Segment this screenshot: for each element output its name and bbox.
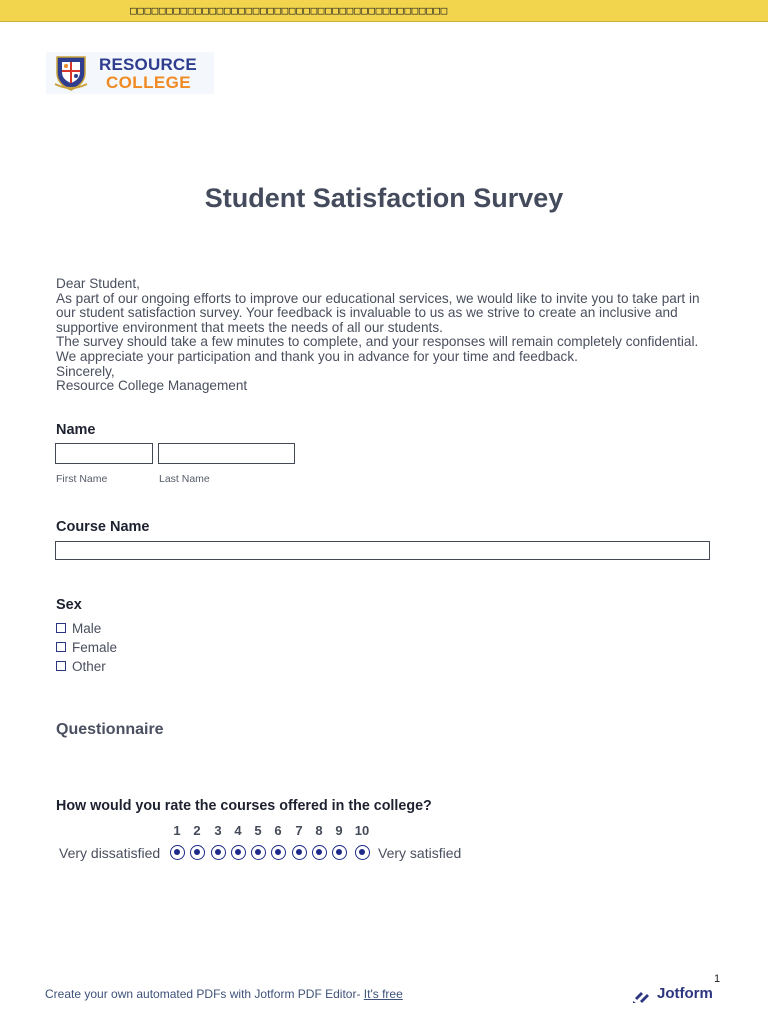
name-label: Name [56, 422, 96, 438]
intro-paragraph-2: The survey should take a few minutes to complete, and your responses will remain completely confidential. We appreciate your participation and thank you in advance for your time and feedback. [56, 334, 699, 364]
rating-radio-6[interactable] [271, 845, 286, 860]
course-name-label: Course Name [56, 519, 150, 535]
male-checkbox[interactable] [56, 623, 66, 633]
rating-radio-7[interactable] [292, 845, 307, 860]
logo-text-resource: RESOURCE [99, 55, 197, 74]
scale-number: 1 [173, 823, 181, 838]
last-name-input[interactable] [158, 443, 295, 464]
scale-number: 5 [254, 823, 262, 838]
course-name-input[interactable] [55, 541, 710, 560]
scale-number: 2 [193, 823, 201, 838]
footer-note [45, 987, 403, 1001]
rating-radio-5[interactable] [251, 845, 266, 860]
scale-number: 8 [315, 823, 323, 838]
scale-max-label: Very satisfied [378, 845, 462, 861]
intro-letter [56, 277, 721, 394]
rating-radio-4[interactable] [231, 845, 246, 860]
rating-radio-1[interactable] [170, 845, 185, 860]
intro-paragraph-1: As part of our ongoing efforts to improve our educational services, we would like to invite you to take part in our student satisfaction survey. Your feedback is invaluable to us as we strive to create an inclusive and supportive environment that meets the needs of all our students. [56, 290, 700, 335]
sex-option-label: Female [72, 640, 118, 655]
first-name-sublabel: First Name [56, 473, 108, 485]
scale-number: 3 [214, 823, 222, 838]
sex-option-label: Other [72, 659, 106, 674]
logo-text-college: COLLEGE [106, 73, 191, 92]
first-name-input[interactable] [55, 443, 153, 464]
footer-link[interactable]: It's free [363, 987, 403, 1001]
question-text: How would you rate the courses offered in the college? [56, 798, 432, 814]
scale-number: 4 [234, 823, 242, 838]
female-checkbox[interactable] [56, 642, 66, 652]
college-logo [46, 52, 214, 94]
crest-icon [54, 53, 88, 91]
last-name-sublabel: Last Name [159, 473, 210, 485]
jotform-icon [633, 987, 651, 1003]
footer-text: Create your own automated PDFs with Jotform PDF Editor- [45, 987, 364, 1001]
scale-min-label: Very dissatisfied [59, 845, 161, 861]
scale-number: 9 [335, 823, 343, 838]
rating-radio-9[interactable] [332, 845, 347, 860]
scale-number: 6 [274, 823, 282, 838]
intro-closing: Sincerely, [56, 363, 115, 379]
rating-radio-10[interactable] [355, 845, 370, 860]
intro-greeting: Dear Student, [56, 276, 140, 291]
rating-radio-3[interactable] [211, 845, 226, 860]
top-banner [0, 0, 768, 22]
sex-label: Sex [56, 597, 82, 613]
rating-radio-8[interactable] [312, 845, 327, 860]
jotform-brand: Jotform [657, 985, 713, 1002]
scale-number: 7 [295, 823, 303, 838]
page-number: 1 [714, 973, 721, 985]
other-checkbox[interactable] [56, 661, 66, 671]
banner-text: □□□□□□□□□□□□□□□□□□□□□□□□□□□□□□□□□□□□□□□□□□□□ [130, 4, 448, 17]
intro-signature: Resource College Management [56, 378, 248, 394]
page-title: Student Satisfaction Survey [204, 183, 564, 213]
rating-radio-2[interactable] [190, 845, 205, 860]
scale-number: 10 [354, 823, 370, 838]
sex-option-label: Male [72, 621, 102, 636]
section-title: Questionnaire [56, 721, 164, 738]
